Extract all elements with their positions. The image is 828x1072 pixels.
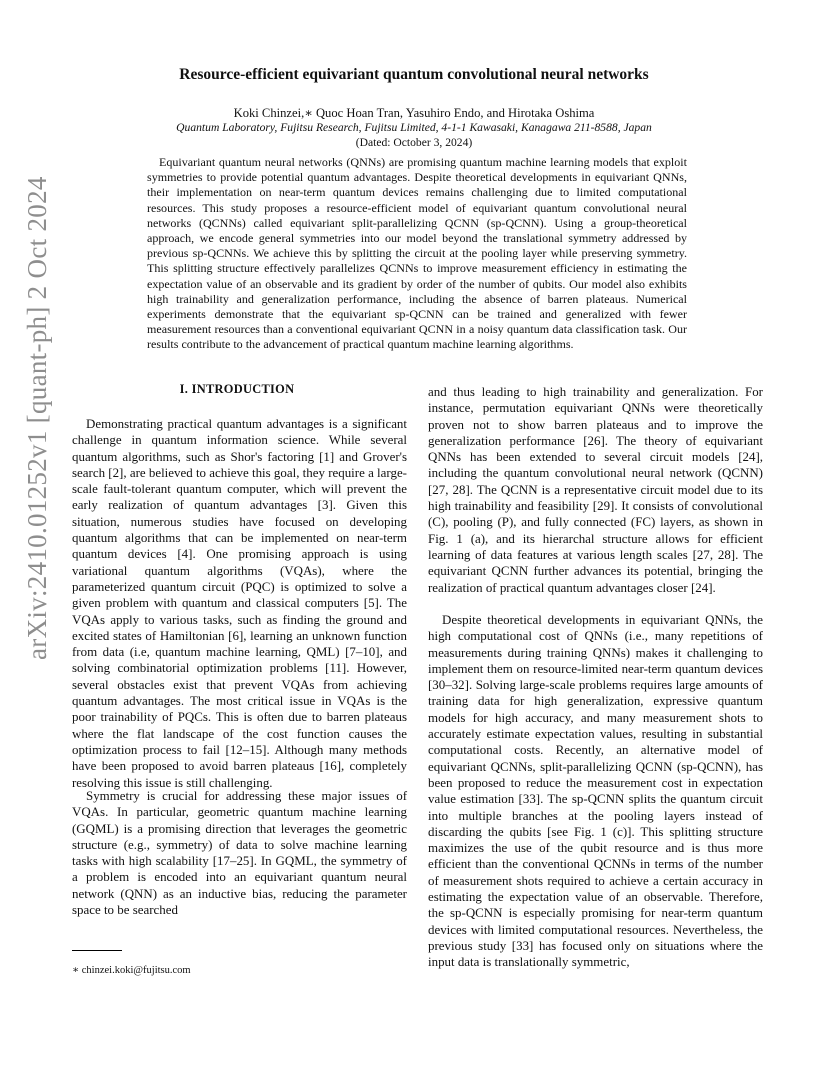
intro-left-column-bottom: [72, 788, 407, 918]
section-heading-introduction: I. INTRODUCTION: [179, 382, 295, 396]
abstract: Equivariant quantum neural networks (QNNs) are promising quantum machine learning models that exploit symmetries to provide potential quantum advantages. Despite theoretical developments in equivariant QNNs, their implementation on near-term quantum devices remains challenging due to limited computational resources. This study proposes a resource-efficient model of equivariant quantum convolutional neural networks (QCNNs) called equivariant split-parallelizing QCNN (sp-QCNN). Using a group-theoretical approach, we encode general symmetries into our model beyond the translational symmetry addressed by previous sp-QCNNs. We achieve this by splitting the circuit at the pooling layer while preserving symmetry. This splitting structure effectively parallelizes QCNNs to improve measurement efficiency in estimating the expectation value of an observable and its gradient by order of the number of qubits. Our model also exhibits high trainability and generalization performance, including the absence of barren plateaus. Numerical experiments demonstrate that the equivariant sp-QCNN can be trained and generalized with fewer measurement resources than a conventional equivariant QCNN in a noisy quantum data classification task. Our results contribute to the advancement of practical quantum machine learning algorithms.: [147, 155, 687, 352]
intro-right-column-top: [428, 384, 763, 596]
intro-paragraph-2-continued: and thus leading to high trainability and generalization. For instance, permutation equivariant QNNs were theoretically proven not to show barren plateaus and to improve the generalization performance [26]. The theory of equivariant QNNs has been extended to several circuit models [24], including the quantum convolutional neural network (QCNN) [27, 28]. The QCNN is a representative circuit model due to its high trainability and feasibility [29]. It consists of convolutional (C), pooling (P), and fully connected (FC) layers, as shown in Fig. 1 (a), and its hierarchal structure allows for efficient learning of data features at various length scales [27, 28]. The equivariant QCNN further advances its potential, bringing the realization of practical quantum advantages closer [24].: [428, 384, 763, 595]
date-line: (Dated: October 3, 2024): [355, 136, 473, 149]
arxiv-identifier: arXiv:2410.01252v1 [quant-ph] 2 Oct 2024: [22, 176, 52, 660]
intro-paragraph-2: Symmetry is crucial for addressing these major issues of VQAs. In particular, geometric quantum machine learning (GQML) is a promising direction that leverages the geometric structure (e.g., symmetry) of data to solve machine learning tasks with high scalability [17–25]. In GQML, the symmetry of a problem is encoded into an equivariant quantum neural network (QNN) as an inductive bias, reducing the parameter space to be searched: [72, 788, 407, 918]
author-list: Koki Chinzei,∗ Quoc Hoan Tran, Yasuhiro Endo, and Hirotaka Oshima: [233, 106, 595, 120]
footnote-email: ∗ chinzei.koki@fujitsu.com: [72, 965, 191, 976]
intro-right-column-bottom: [428, 612, 763, 971]
affiliation: Quantum Laboratory, Fujitsu Research, Fujitsu Limited, 4-1-1 Kawasaki, Kanagawa 211-8588, Japan: [176, 121, 652, 134]
footnote-rule: [72, 950, 122, 951]
paper-title: Resource-efficient equivariant quantum convolutional neural networks: [179, 66, 649, 83]
intro-paragraph-1: Demonstrating practical quantum advantages is a significant challenge in quantum information science. While several quantum algorithms, such as Shor's factoring [1] and Grover's search [2], are believed to achieve this goal, they require a large-scale fault-tolerant quantum computer, which will prevent the early realization of quantum advantages [3]. Given this situation, numerous studies have focused on developing quantum algorithms that can be implemented on near-term quantum devices [4]. One promising approach is using variational quantum algorithms (VQAs), where the parameterized quantum circuit (PQC) is optimized to solve a given problem with quantum and classical computers [5]. The VQAs apply to various tasks, such as finding the ground and excited states of Hamiltonian [6], learning an unknown function from data (i.e, quantum machine learning, QML) [7–10], and solving combinatorial optimization problems [11]. However, several obstacles exist that prevent VQAs from achieving quantum advantages. The most critical issue in VQAs is the poor trainability of PQCs. This is often due to barren plateaus where the flat landscape of the cost function causes the optimization process to fail [12–15]. Although many methods have been proposed to avoid barren plateaus [16], completely resolving this issue is still challenging.: [72, 416, 407, 790]
intro-paragraph-3: Despite theoretical developments in equivariant QNNs, the high computational cost of QNNs (i.e., many repetitions of measurements during training QNNs) makes it challenging to implement them on resource-limited near-term quantum devices [30–32]. Solving large-scale problems requires large amounts of training data for high generalization, expressive quantum models for high accuracy, and many measurement shots to accurately estimate expectation values, resulting in substantial computational costs. Recently, an alternative model of equivariant QCNNs, split-parallelizing QCNN (sp-QCNN), has been proposed to reduce the measurement cost in expectation value estimation [33]. The sp-QCNN splits the quantum circuit into multiple branches at the pooling layers instead of discarding the qubits [see Fig. 1 (c)]. This splitting structure maximizes the use of the qubit resource and is thus more efficient than the conventional QCNNs in terms of the number of measurement shots required to achieve a certain accuracy in estimating the expectation value of an observable. Therefore, the sp-QCNN is especially promising for near-term quantum devices with limited computational resources. Nevertheless, the previous study [33] has focused only on situations where the input data is translationally symmetric,: [428, 612, 763, 970]
intro-left-column-top: [72, 416, 407, 791]
